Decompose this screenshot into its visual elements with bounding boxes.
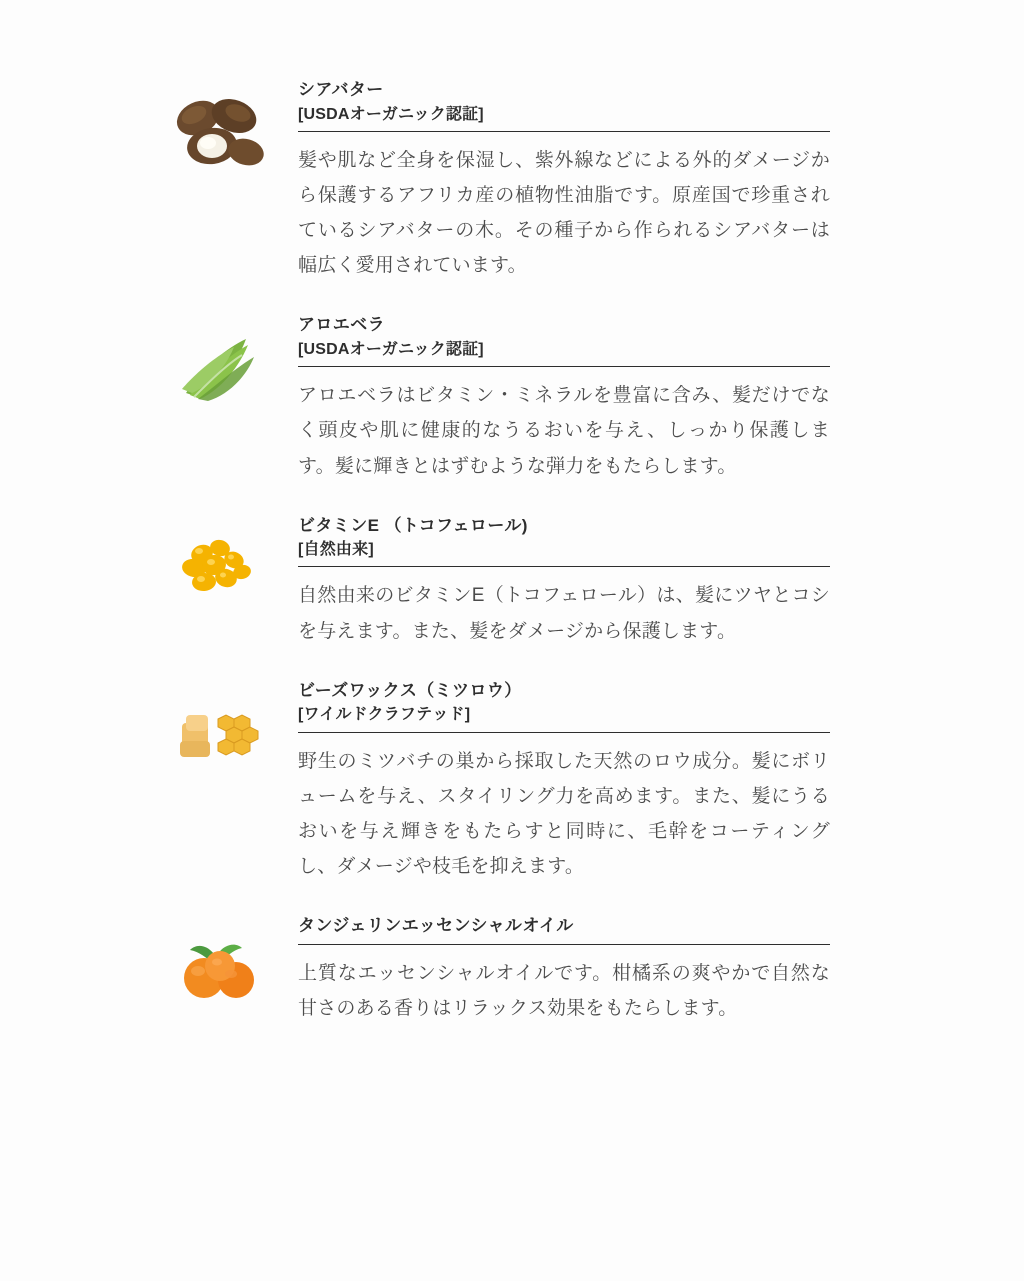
vitamin-e-capsules-icon bbox=[150, 514, 290, 606]
ingredient-text bbox=[290, 514, 830, 649]
beeswax-honeycomb-icon bbox=[150, 679, 290, 771]
ingredient-title: ビタミンE （トコフェロール) bbox=[298, 515, 528, 535]
shea-nuts-icon bbox=[150, 78, 290, 170]
list-item bbox=[150, 78, 830, 283]
ingredient-description: 上質なエッセンシャルオイルです。柑橘系の爽やかで自然な甘さのある香りはリラックス効果をもたらします。 bbox=[298, 962, 830, 1019]
list-item bbox=[150, 914, 830, 1026]
list-item bbox=[150, 313, 830, 483]
aloe-vera-icon bbox=[150, 313, 290, 405]
ingredient-certification: [ワイルドクラフテッド] bbox=[298, 703, 830, 732]
ingredient-text bbox=[290, 914, 830, 1026]
ingredient-text bbox=[290, 313, 830, 483]
list-item bbox=[150, 514, 830, 649]
ingredient-description: アロエベラはビタミン・ミネラルを豊富に含み、髪だけでなく頭皮や肌に健康的なうるおいを与え、しっかり保護します。髪に輝きとはずむような弾力をもたらします。 bbox=[298, 385, 830, 477]
ingredient-description: 自然由来のビタミンE（トコフェロール）は、髪にツヤとコシを与えます。また、髪をダメージから保護します。 bbox=[298, 585, 830, 642]
ingredient-description: 野生のミツバチの巣から採取した天然のロウ成分。髪にボリュームを与え、スタイリング力を高めます。また、髪にうるおいを与え輝きをもたらすと同時に、毛幹をコーティングし、ダメージや枝毛を抑えます。 bbox=[298, 750, 830, 877]
ingredient-certification: [USDAオーガニック認証] bbox=[298, 103, 830, 132]
ingredient-title: タンジェリンエッセンシャルオイル bbox=[298, 914, 830, 945]
ingredient-text bbox=[290, 78, 830, 283]
ingredient-title: ビーズワックス（ミツロウ） bbox=[298, 680, 522, 700]
ingredient-description: 髪や肌など全身を保湿し、紫外線などによる外的ダメージから保護するアフリカ産の植物性油脂です。原産国で珍重されているシアバターの木。その種子から作られるシアバターは幅広く愛用されています。 bbox=[298, 149, 830, 277]
ingredient-certification: [USDAオーガニック認証] bbox=[298, 338, 830, 367]
ingredient-list bbox=[150, 78, 830, 1056]
ingredient-certification: [自然由来] bbox=[298, 538, 830, 567]
tangerine-icon bbox=[150, 914, 290, 1006]
ingredient-title: アロエベラ bbox=[298, 315, 385, 335]
ingredient-text bbox=[290, 679, 830, 884]
list-item bbox=[150, 679, 830, 884]
ingredient-title: シアバター bbox=[298, 80, 384, 99]
